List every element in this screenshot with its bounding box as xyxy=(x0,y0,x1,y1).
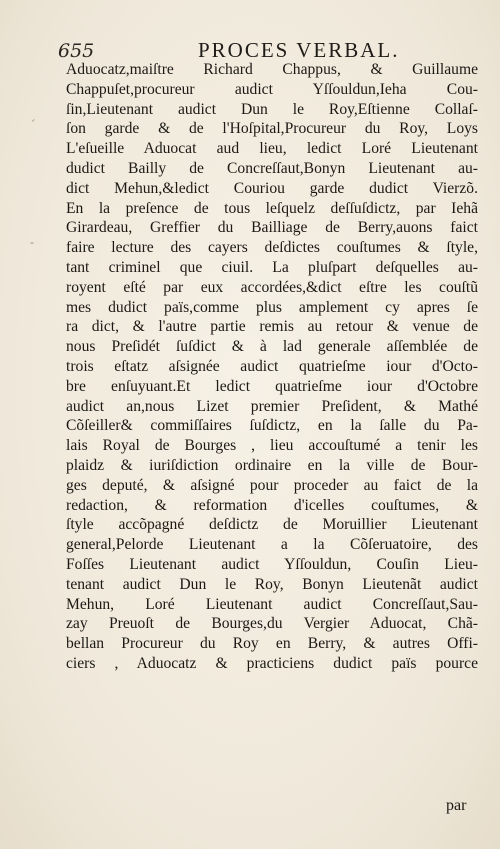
text-line: plaidz & iuriſdiction ordinaire en la ville de Bour- xyxy=(66,456,478,474)
text-line: ra dict, & l'autre partie remis au retour & venue de xyxy=(66,318,478,336)
text-line: dudict Bailly de Concreſſaut,Bonyn Lieutenant au- xyxy=(66,159,478,177)
text-line: tenant audict Dun le Roy, Bonyn Lieutenãt audict xyxy=(66,575,478,593)
text-line: faire lecture des cayers deſdictes couſtumes & ſtyle, xyxy=(66,239,478,257)
text-line: Cõſeiller& commiſſaires ſuſdictz, en la ſalle du Pa- xyxy=(66,417,478,435)
text-line: tant criminel que ciuil. La pluſpart deſquelles au- xyxy=(66,258,478,276)
text-line: general,Pelorde Lieutenant a la Cõſeruatoire, des xyxy=(66,536,478,554)
text-line: nous Preſidét ſuſdict & à lad generale aſſemblée de xyxy=(66,338,478,356)
text-line: dict Mehun,&ledict Couriou garde dudict Vierzõ. xyxy=(66,179,478,197)
text-line: trois eſtatz aſsignée audict quatrieſme iour d'Octo- xyxy=(66,357,478,375)
page-number: 655 xyxy=(58,40,95,62)
text-line: Mehun, Loré Lieutenant audict Concreſſaut,Sau- xyxy=(66,595,478,613)
text-line: bre enſuyuant.Et ledict quatrieſme iour d'Octobre xyxy=(66,377,478,395)
text-line: audict an,nous Lizet premier Preſident, & Mathé xyxy=(66,397,478,415)
text-line: ciers , Aduocatz & practiciens dudict païs pource xyxy=(66,654,478,672)
text-line: En la preſence de tous leſquelz deſſuſdictz, par Iehã xyxy=(66,199,478,217)
text-line: Chappuſet,procureur audict Yſſouldun,Ieha Cou- xyxy=(66,80,478,98)
text-line: Foſſes Lieutenant audict Yſſouldun, Couſin Lieu- xyxy=(66,555,478,573)
text-line: zay Preuoſt de Bourges,du Vergier Aduocat, Chã- xyxy=(66,615,478,633)
text-line: lais Royal de Bourges , lieu accouſtumé a tenir les xyxy=(66,437,478,455)
text-line: royent eſté par eux accordées,&dict eſtre les couſtũ xyxy=(66,278,478,296)
text-line: redaction, & reformation d'icelles couſtumes, & xyxy=(66,496,478,514)
text-line: ſtyle accõpagné deſdictz de Moruillier Lieutenant xyxy=(66,516,478,534)
body-text xyxy=(66,60,478,674)
text-line: Girardeau, Greffier du Bailliage de Berry,auons faict xyxy=(66,219,478,237)
text-line: ſon garde & de l'Hoſpital,Procureur du Roy, Loys xyxy=(66,120,478,138)
margin-mark: ´ xyxy=(30,118,36,131)
text-line: Aduocatz,maiſtre Richard Chappus, & Guillaume xyxy=(66,61,478,78)
text-line: L'eſueille Aduocat aud lieu, ledict Loré Lieutenant xyxy=(66,140,478,158)
text-line: ſin,Lieutenant audict Dun le Roy,Eſtienne Collaſ- xyxy=(66,100,478,118)
text-line: ges deputé, & aſsigné pour proceder au faict de la xyxy=(66,476,478,494)
running-title: PROCES VERBAL. xyxy=(198,38,400,62)
text-line: bellan Procureur du Roy en Berry, & autres Offi- xyxy=(66,635,478,653)
margin-mark: - xyxy=(30,236,34,249)
text-line: mes dudict païs,comme plus amplement cy apres ſe xyxy=(66,298,478,316)
catchword: par xyxy=(446,797,467,814)
